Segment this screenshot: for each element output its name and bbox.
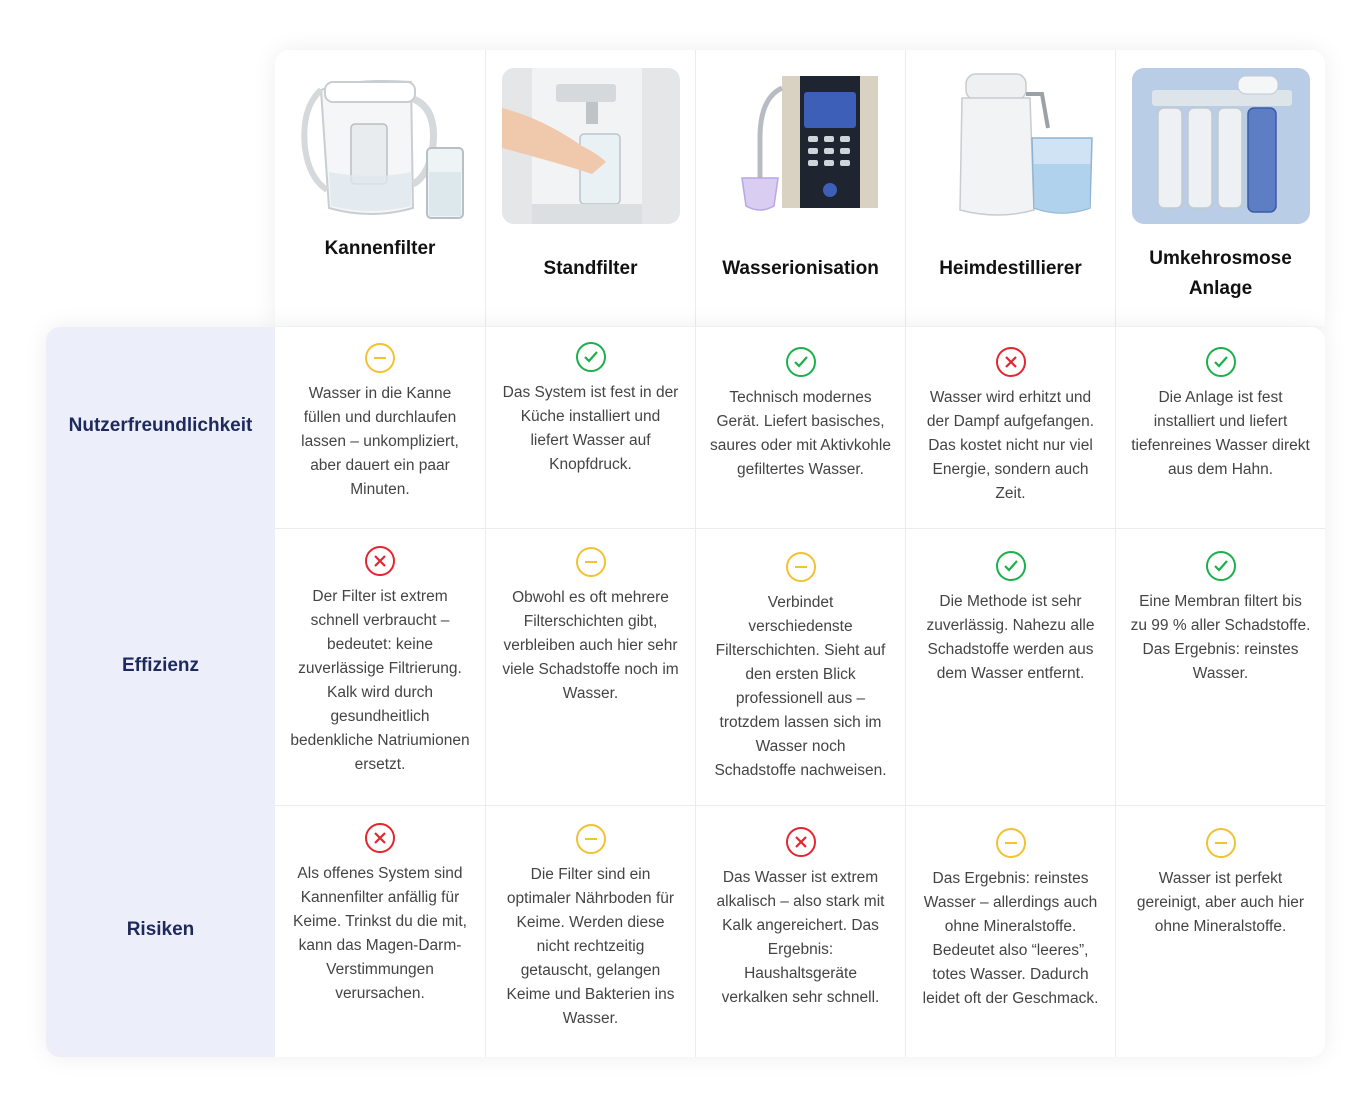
minus-circle-icon [364, 342, 396, 374]
cell-text: Die Anlage ist fest installiert und liefert tiefenreines Wasser direkt aus dem Hahn. [1131, 389, 1310, 478]
standing-water-dispenser-image [502, 68, 680, 226]
minus-circle-icon [995, 827, 1027, 859]
x-circle-icon [995, 346, 1027, 378]
cell-risks-wasserionisation [695, 805, 905, 1057]
cell-text: Obwohl es oft mehrere Filterschichten gibt, verbleiben auch hier sehr viele Schadstoffe noch im Wasser. [502, 589, 679, 702]
product-title: Kannenfilter [324, 238, 436, 259]
cell-usability-umkehrosmose [1115, 327, 1325, 528]
check-circle-icon [1205, 346, 1237, 378]
minus-circle-icon [1205, 827, 1237, 859]
cell-text: Technisch modernes Gerät. Liefert basisches, saures oder mit Aktivkohle gefiltertes Wasser. [710, 389, 891, 478]
cell-usability-wasserionisation [695, 327, 905, 528]
cell-text: Verbindet verschiedenste Filterschichten. Sieht auf den ersten Blick professionell aus – trotzdem lassen sich im Wasser noch Schadstoffe nachweisen. [714, 594, 887, 779]
x-circle-icon [364, 545, 396, 577]
product-column-standfilter [485, 50, 695, 326]
reverse-osmosis-system-image [1132, 68, 1310, 226]
cell-usability-kannenfilter [275, 327, 485, 528]
minus-circle-icon [785, 551, 817, 583]
row-label-usability: Nutzerfreundlichkeit [68, 415, 253, 436]
row-label-risks: Risiken [126, 919, 195, 940]
product-title: Standfilter [543, 258, 638, 279]
cell-efficiency-heimdestillierer [905, 528, 1115, 805]
cell-risks-heimdestillierer [905, 805, 1115, 1057]
cell-text: Die Filter sind ein optimaler Nährboden für Keime. Werden diese nicht rechtzeitig getauscht, gelangen Keime und Bakterien ins Wasser. [506, 866, 675, 1027]
product-title: Wasserionisation [722, 258, 879, 279]
product-column-wasserionisation [695, 50, 905, 326]
home-water-distiller-image [922, 68, 1100, 226]
check-circle-icon [995, 550, 1027, 582]
product-column-heimdestillierer [905, 50, 1115, 326]
x-circle-icon [785, 826, 817, 858]
cell-text: Die Methode ist sehr zuverlässig. Nahezu alle Schadstoffe werden aus dem Wasser entfernt. [926, 593, 1095, 682]
cell-risks-umkehrosmose [1115, 805, 1325, 1057]
cell-text: Das Ergebnis: reinstes Wasser – allerdings auch ohne Mineralstoffe. Bedeutet also “leeres”, totes Wasser. Dadurch leidet oft der Geschmack. [922, 870, 1099, 1007]
check-circle-icon [575, 341, 607, 373]
product-column-umkehrosmose [1115, 50, 1325, 326]
comparison-table [46, 327, 1325, 1057]
cell-text: Eine Membran filtert bis zu 99 % aller Schadstoffe. Das Ergebnis: reinstes Wasser. [1130, 593, 1311, 682]
row-label-efficiency: Effizienz [121, 655, 200, 676]
minus-circle-icon [575, 823, 607, 855]
check-circle-icon [785, 346, 817, 378]
cell-usability-standfilter [485, 327, 695, 528]
cell-text: Als offenes System sind Kannenfilter anfällig für Keime. Trinkst du die mit, kann das Magen-Darm-Verstimmungen verursachen. [292, 865, 467, 1002]
check-circle-icon [1205, 550, 1237, 582]
product-column-kannenfilter [275, 50, 485, 326]
cell-risks-standfilter [485, 805, 695, 1057]
cell-text: Wasser in die Kanne füllen und durchlaufen lassen – unkompliziert, aber dauert ein paar Minuten. [301, 385, 459, 498]
water-pitcher-filter-image [291, 68, 469, 226]
cell-text: Wasser ist perfekt gereinigt, aber auch hier ohne Mineralstoffe. [1136, 870, 1305, 935]
x-circle-icon [364, 822, 396, 854]
cell-efficiency-kannenfilter [275, 528, 485, 805]
minus-circle-icon [575, 546, 607, 578]
cell-text: Der Filter ist extrem schnell verbraucht – bedeutet: keine zuverlässige Filtrierung. Kalk wird durch gesundheitlich bedenkliche Natriumionen ersetzt. [290, 588, 470, 773]
cell-text: Das System ist fest in der Küche installiert und liefert Wasser auf Knopfdruck. [502, 384, 679, 473]
cell-efficiency-umkehrosmose [1115, 528, 1325, 805]
product-title: Umkehrosmose Anlage [1149, 248, 1292, 299]
cell-text: Wasser wird erhitzt und der Dampf aufgefangen. Das kostet nicht nur viel Energie, sondern auch Zeit. [926, 389, 1095, 502]
cell-efficiency-standfilter [485, 528, 695, 805]
cell-risks-kannenfilter [275, 805, 485, 1057]
product-title: Heimdestillierer [939, 258, 1082, 279]
cell-efficiency-wasserionisation [695, 528, 905, 805]
water-ionizer-device-image [712, 68, 890, 226]
cell-text: Das Wasser ist extrem alkalisch – also stark mit Kalk angereichert. Das Ergebnis: Haushaltsgeräte verkalken sehr schnell. [716, 869, 885, 1006]
cell-usability-heimdestillierer [905, 327, 1115, 528]
